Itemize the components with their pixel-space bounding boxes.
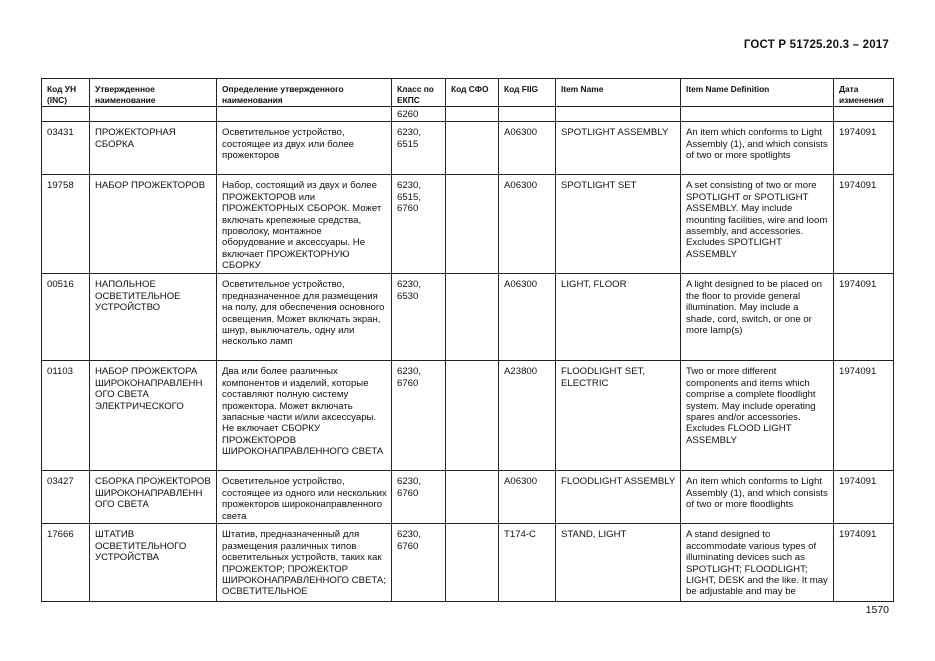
cell-class: 6230, 6760 (392, 471, 446, 524)
classification-table (41, 78, 894, 602)
cell-class: 6230, 6530 (392, 274, 446, 361)
cell-class: 6230, 6760 (392, 361, 446, 471)
cell-sfo (446, 361, 499, 471)
cell-date: 1974091 (834, 361, 894, 471)
cell-fiig: A06300 (499, 175, 556, 274)
cell-inc: 03427 (42, 471, 90, 524)
cell-item-definition: An item which conforms to Light Assembly (1), and which consists of two or more floodlights (681, 471, 834, 524)
page-number: 1570 (865, 604, 889, 616)
table-row (42, 361, 894, 471)
cell-item-name: LIGHT, FLOOR (556, 274, 681, 361)
header-sfo: Код СФО (446, 79, 499, 107)
cell-date: 1974091 (834, 471, 894, 524)
cell-inc: 03431 (42, 122, 90, 175)
cell-name: НАБОР ПРОЖЕКТОРОВ (90, 175, 217, 274)
cell-fiig: T174-C (499, 524, 556, 602)
cell-name: ПРОЖЕКТОРНАЯ СБОРКА (90, 122, 217, 175)
cell-item-name: SPOTLIGHT SET (556, 175, 681, 274)
cell-item-name: STAND, LIGHT (556, 524, 681, 602)
table-row (42, 274, 894, 361)
cell-item-definition: A set consisting of two or more SPOTLIGHT or SPOTLIGHT ASSEMBLY. May include mounting facilities, wire and loom assembly, and accessories. Excludes SPOTLIGHT ASSEMBLY (681, 175, 834, 274)
carryover-row (42, 107, 894, 122)
cell-name: ШТАТИВ ОСВЕТИТЕЛЬНОГО УСТРОЙСТВА (90, 524, 217, 602)
table-row (42, 471, 894, 524)
table-row (42, 175, 894, 274)
cell-item-name: SPOTLIGHT ASSEMBLY (556, 122, 681, 175)
cell-inc: 17666 (42, 524, 90, 602)
table-header-row (42, 79, 894, 107)
cell-sfo (446, 175, 499, 274)
cell-name: НАБОР ПРОЖЕКТОРА ШИРОКОНАПРАВЛЕНН ОГО СВЕТА ЭЛЕКТРИЧЕСКОГО (90, 361, 217, 471)
header-item-name: Item Name (556, 79, 681, 107)
cell-inc: 19758 (42, 175, 90, 274)
header-date: Дата изменения (834, 79, 894, 107)
cell-fiig: A06300 (499, 471, 556, 524)
header-name: Утвержденное наименование (90, 79, 217, 107)
cell-sfo (446, 122, 499, 175)
header-class: Класс по ЕКПС (392, 79, 446, 107)
cell-definition: Осветительное устройство, состоящее из двух или более прожекторов (217, 122, 392, 175)
header-definition: Определение утвержденного наименования (217, 79, 392, 107)
cell-date: 1974091 (834, 175, 894, 274)
cell-inc: 00516 (42, 274, 90, 361)
cell-name: НАПОЛЬНОЕ ОСВЕТИТЕЛЬНОЕ УСТРОЙСТВО (90, 274, 217, 361)
carryover-class: 6260 (392, 107, 446, 122)
cell-definition: Осветительное устройство, предназначенное для размещения на полу, для обеспечения основного освещения. Может включать экран, шнур, выключатель, одну или несколько ламп (217, 274, 392, 361)
cell-fiig: A06300 (499, 122, 556, 175)
cell-item-definition: A light designed to be placed on the floor to provide general illumination. May include a shade, cord, switch, or one or more lamp(s) (681, 274, 834, 361)
cell-inc: 01103 (42, 361, 90, 471)
cell-item-definition: A stand designed to accommodate various types of illuminating devices such as SPOTLIGHT; FLOODLIGHT; LIGHT, DESK and the like. It may be adjustable and may be (681, 524, 834, 602)
cell-fiig: A06300 (499, 274, 556, 361)
header-fiig: Код FIIG (499, 79, 556, 107)
cell-definition: Штатив, предназначенный для размещения различных типов осветительных устройств, таких как ПРОЖЕКТОР; ПРОЖЕКТОР ШИРОКОНАПРАВЛЕННОГО СВЕТА; ОСВЕТИТЕЛЬНОЕ (217, 524, 392, 602)
cell-item-definition: An item which conforms to Light Assembly (1), and which consists of two or more spotlights (681, 122, 834, 175)
cell-date: 1974091 (834, 274, 894, 361)
document-code: ГОСТ Р 51725.20.3 – 2017 (743, 39, 889, 51)
cell-sfo (446, 524, 499, 602)
cell-sfo (446, 274, 499, 361)
cell-item-name: FLOODLIGHT ASSEMBLY (556, 471, 681, 524)
cell-definition: Набор, состоящий из двух и более ПРОЖЕКТОРОВ или ПРОЖЕКТОРНЫХ СБОРОК. Может включать крепежные средства, проволоку, монтажное оборудование и аксессуары. Не включает ПРОЖЕКТОРНУЮ СБОРКУ (217, 175, 392, 274)
cell-definition: Осветительное устройство, состоящее из одного или нескольких прожекторов широконаправленного света (217, 471, 392, 524)
header-inc: Код УН (INC) (42, 79, 90, 107)
cell-item-definition: Two or more different components and items which comprise a complete floodlight system. May include operating spares and/or accessories. Excludes FLOOD LIGHT ASSEMBLY (681, 361, 834, 471)
cell-definition: Два или более различных компонентов и изделий, которые составляют полную систему прожектора. Может включать запасные части и/или аксессуары. Не включает СБОРКУ ПРОЖЕКТОРОВ ШИРОКОНАПРАВЛЕННОГО СВЕТА (217, 361, 392, 471)
cell-fiig: A23800 (499, 361, 556, 471)
cell-sfo (446, 471, 499, 524)
header-item-definition: Item Name Definition (681, 79, 834, 107)
table-row (42, 524, 894, 602)
cell-date: 1974091 (834, 524, 894, 602)
cell-class: 6230, 6515, 6760 (392, 175, 446, 274)
table-row (42, 122, 894, 175)
cell-class: 6230, 6515 (392, 122, 446, 175)
cell-date: 1974091 (834, 122, 894, 175)
cell-item-name: FLOODLIGHT SET, ELECTRIC (556, 361, 681, 471)
cell-class: 6230, 6760 (392, 524, 446, 602)
cell-name: СБОРКА ПРОЖЕКТОРОВ ШИРОКОНАПРАВЛЕНН ОГО СВЕТА (90, 471, 217, 524)
